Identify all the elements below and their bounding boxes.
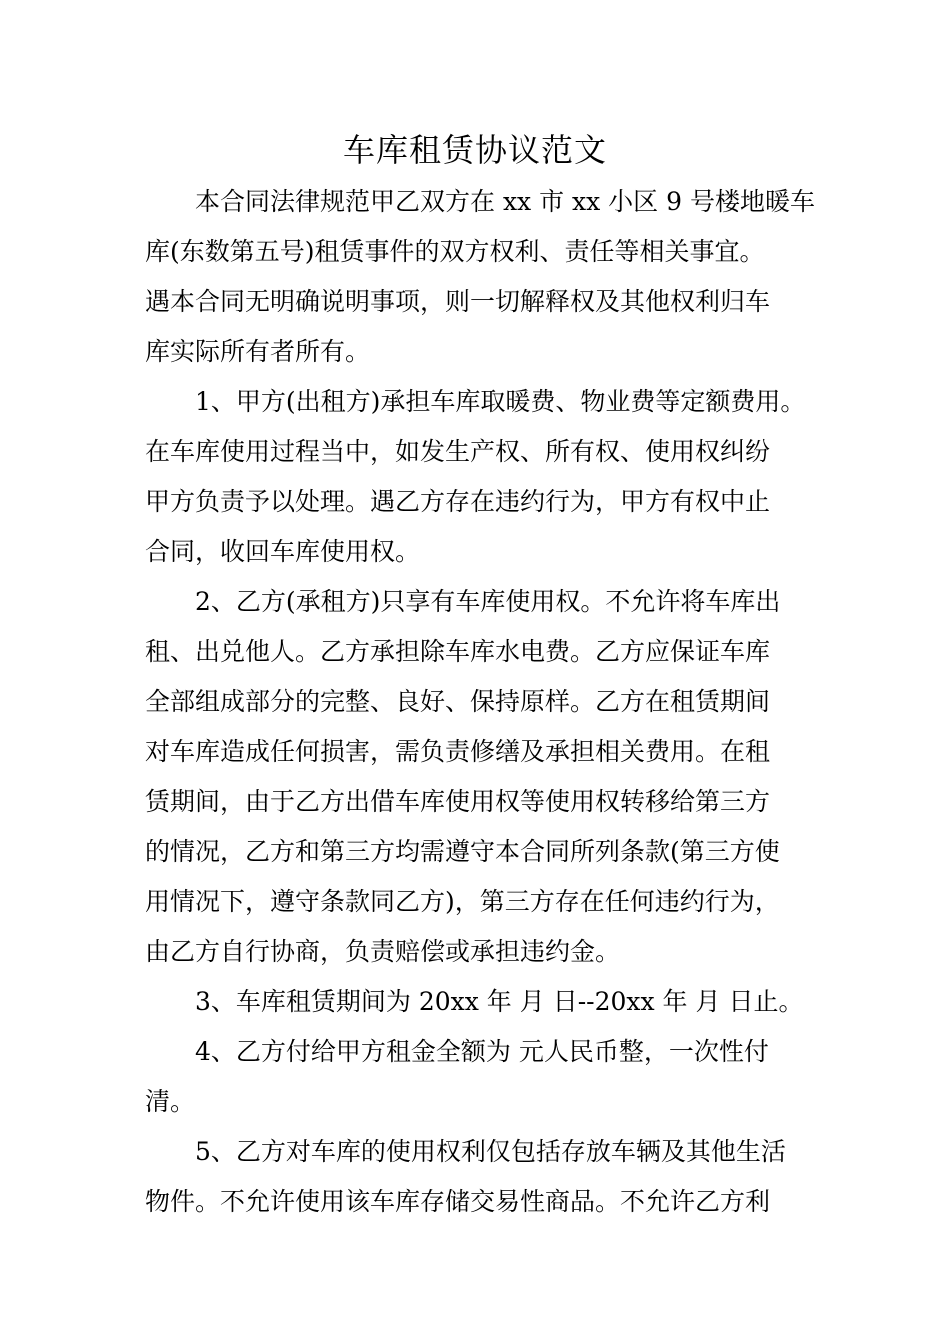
text-line: 3、车库租赁期间为 20xx 年 月 日--20xx 年 月 日止。: [195, 987, 804, 1016]
text-line: 全部组成部分的完整、良好、保持原样。乙方在租赁期间: [145, 687, 771, 716]
text-line: 2、乙方(承租方)只享有车库使用权。不允许将车库出: [195, 587, 781, 616]
text-line: 4、乙方付给甲方租金全额为 元人民币整，一次性付: [195, 1037, 769, 1066]
text-line: 遇本合同无明确说明事项，则一切解释权及其他权利归车: [145, 287, 771, 316]
text-line: 合同，收回车库使用权。: [145, 537, 421, 566]
text-line: 在车库使用过程当中，如发生产权、所有权、使用权纠纷: [145, 437, 771, 466]
text-line: 的情况，乙方和第三方均需遵守本合同所列条款(第三方使: [145, 837, 780, 866]
text-line: 由乙方自行协商，负责赔偿或承担违约金。: [145, 937, 621, 966]
text-line: 库实际所有者所有。: [145, 337, 371, 366]
text-line: 物件。不允许使用该车库存储交易性商品。不允许乙方利: [145, 1187, 771, 1216]
text-line: 本合同法律规范甲乙双方在 xx 市 xx 小区 9 号楼地暖车: [195, 187, 815, 216]
document-title: 车库租赁协议范文: [342, 131, 607, 169]
text-line: 赁期间，由于乙方出借车库使用权等使用权转移给第三方: [145, 787, 771, 816]
text-line: 清。: [145, 1087, 196, 1116]
text-line: 甲方负责予以处理。遇乙方存在违约行为，甲方有权中止: [145, 487, 771, 516]
text-line: 用情况下，遵守条款同乙方)，第三方存在任何违约行为，: [145, 887, 780, 916]
text-line: 5、乙方对车库的使用权利仅包括存放车辆及其他生活: [195, 1137, 786, 1166]
text-line: 1、甲方(出租方)承担车库取暖费、物业费等定额费用。: [195, 387, 806, 416]
text-line: 租、出兑他人。乙方承担除车库水电费。乙方应保证车库: [145, 637, 771, 666]
text-line: 库(东数第五号)租赁事件的双方权利、责任等相关事宜。: [145, 237, 765, 266]
text-line: 对车库造成任何损害，需负责修缮及承担相关费用。在租: [145, 737, 771, 766]
